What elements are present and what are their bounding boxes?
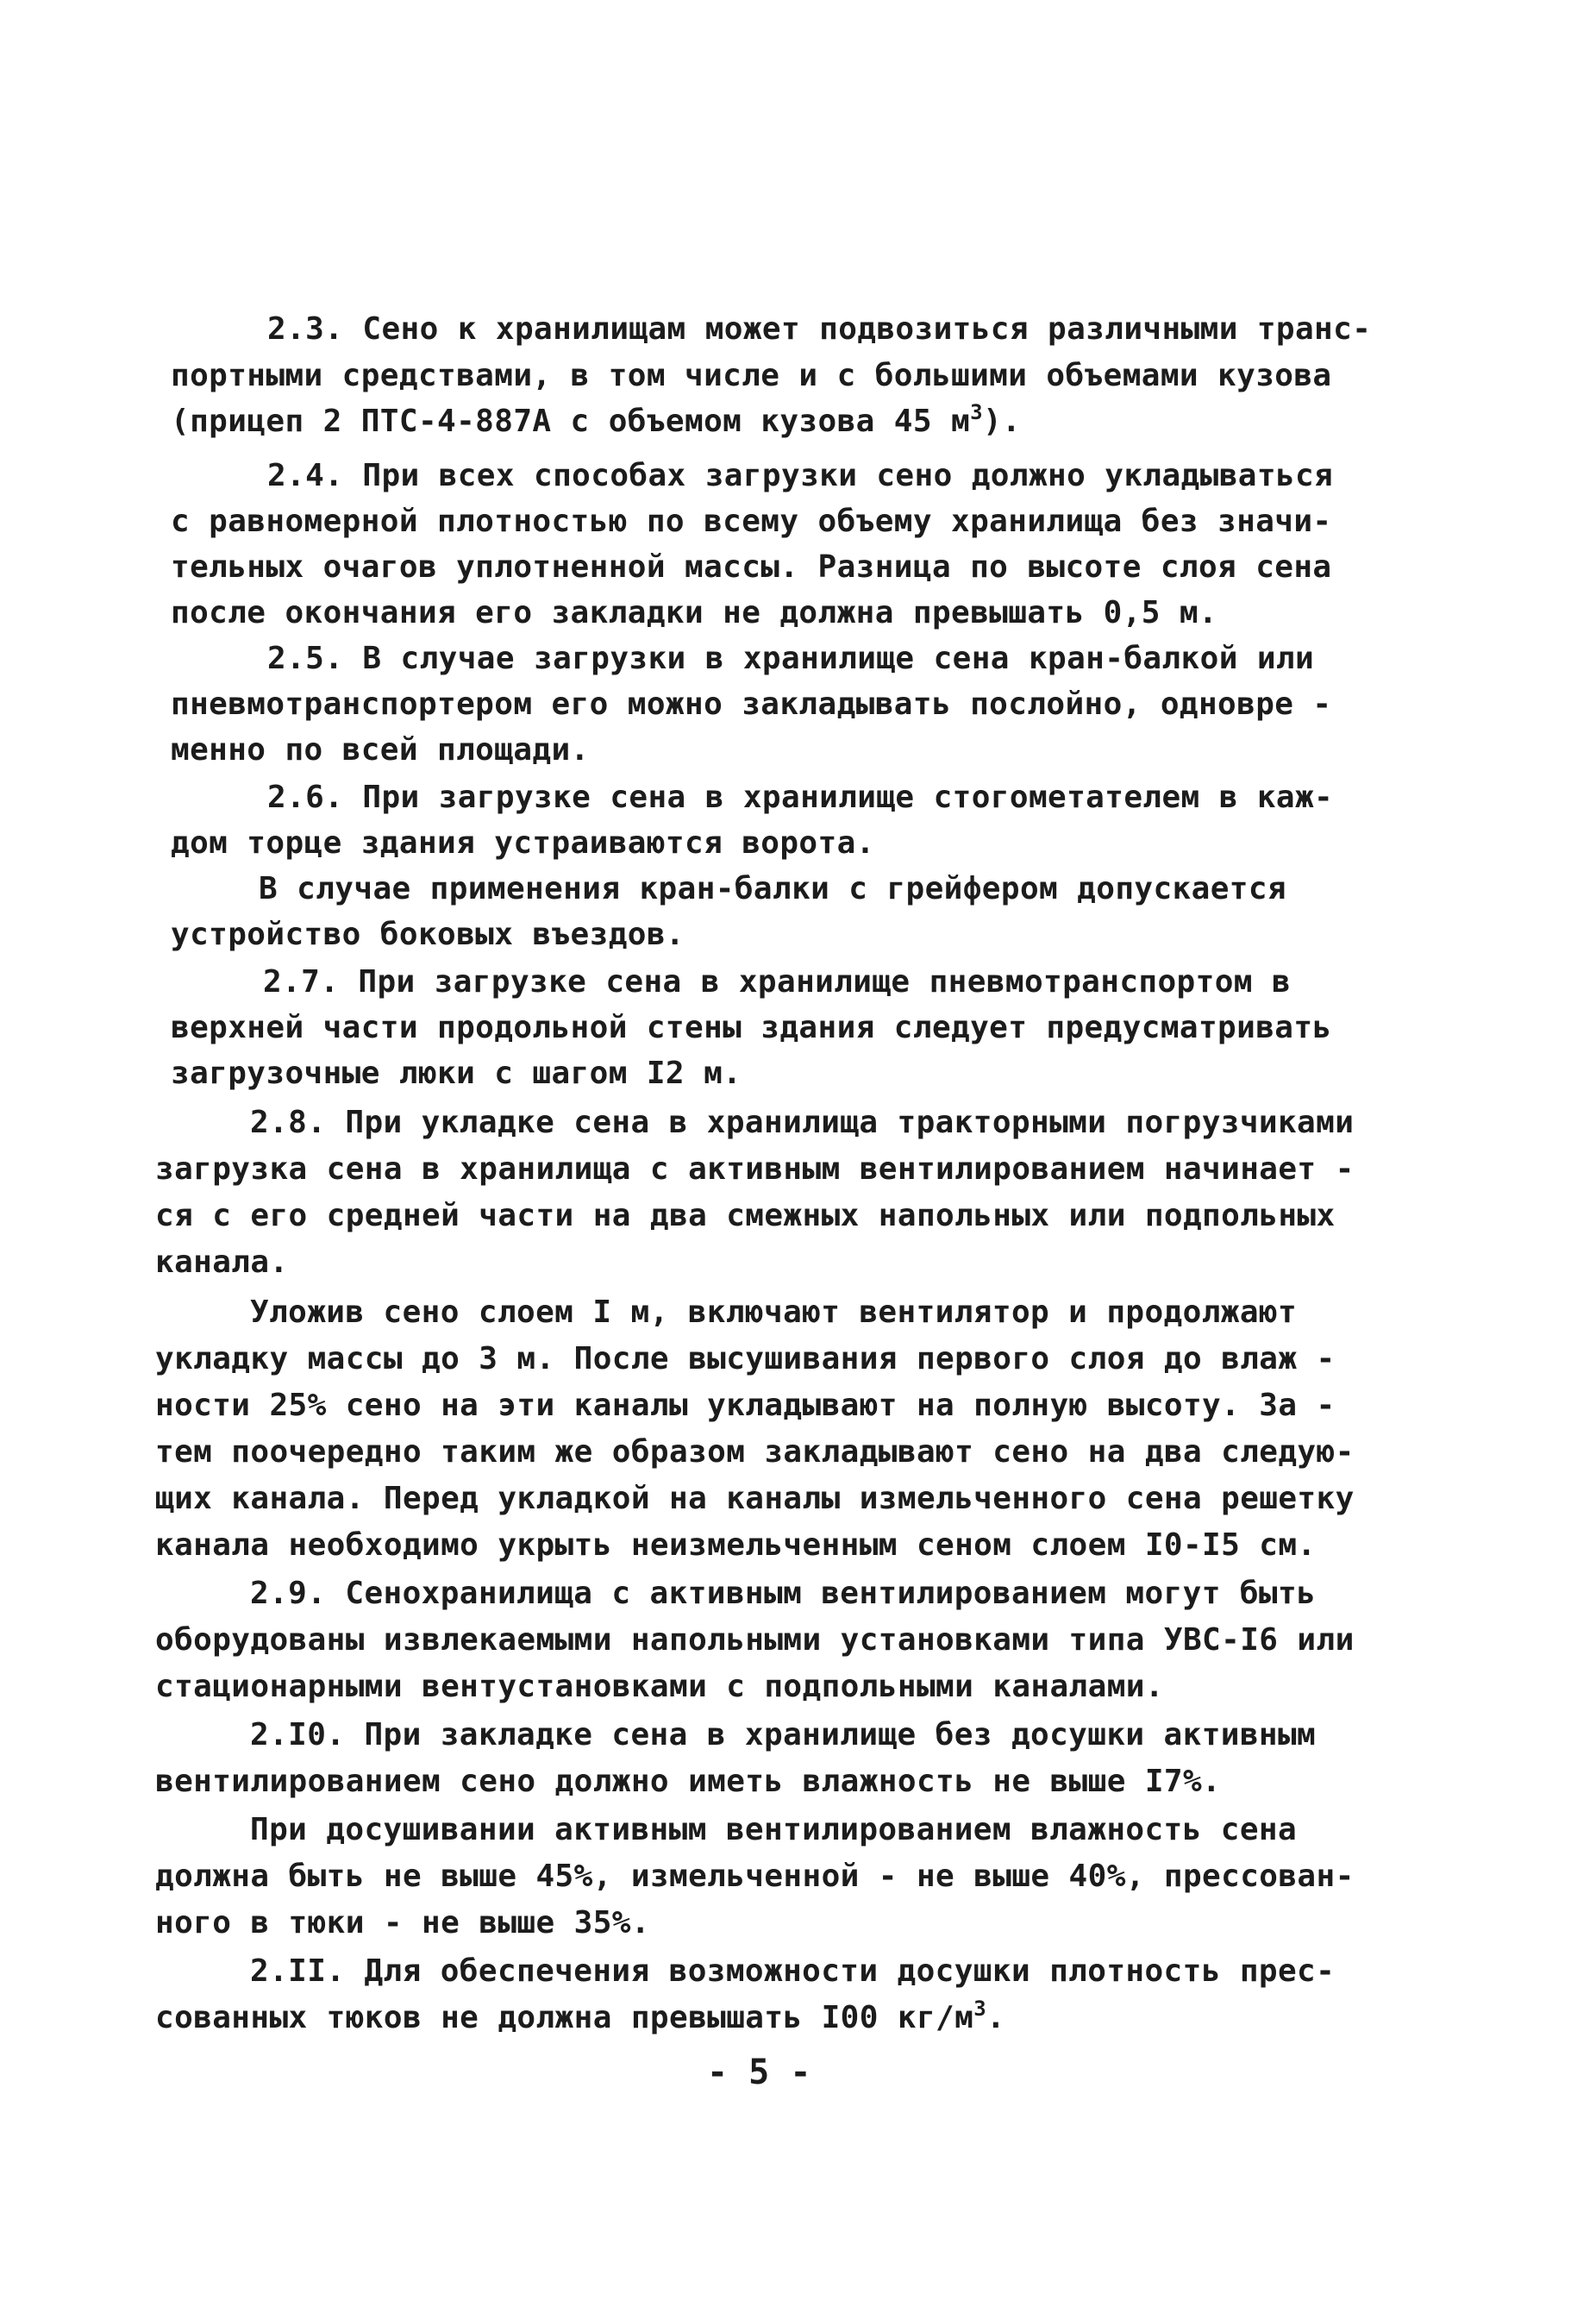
p2-8-line-3: ся с его средней части на два смежных напольных или подпольных [155,1198,1336,1233]
p2-11-superscript: 3 [973,1997,987,2021]
p2-7-line-3: загрузочные люки с шагом I2 м. [171,1056,742,1091]
p2-8-line-9: щих канала. Перед укладкой на каналы измельченного сена решетку [155,1481,1355,1516]
p2-8-line-4: канала. [155,1245,289,1280]
p2-5-line-2: пневмотранспортером его можно закладывать послойно, одновре - [171,687,1332,722]
p2-11-line-2 [155,1999,1005,2037]
p2-9-line-1: 2.9. Сенохранилища с активным вентилированием могут быть [250,1576,1317,1611]
p2-6-line-2: дом торце здания устраиваются ворота. [171,825,875,861]
p2-10-line-4: должна быть не выше 45%, измельченной - не выше 40%, прессован- [155,1859,1355,1894]
p2-11-line-2-end: . [986,2000,1006,2035]
p2-8-line-5: Уложив сено слоем I м, включают вентилятор и продолжают [250,1295,1298,1330]
p2-11-line-2-text: сованных тюков не должна превышать I00 кг/м [155,2000,974,2035]
p2-6-line-1: 2.6. При загрузке сена в хранилище стогометателем в каж- [267,780,1334,815]
p2-10-line-5: ного в тюки - не выше 35%. [155,1905,650,1940]
p2-11-line-1: 2.II. Для обеспечения возможности досушки плотность прес- [250,1953,1336,1989]
p2-9-line-3: стационарными вентустановками с подпольными каналами. [155,1669,1164,1704]
p2-3-superscript: 3 [970,400,983,424]
page-number: - 5 - [707,2053,811,2092]
p2-7-line-2: верхней части продольной стены здания следует предусматривать [171,1010,1332,1045]
p2-4-line-3: тельных очагов уплотненной массы. Разница по высоте слоя сена [171,549,1332,585]
p2-3-line-3-end: ). [982,404,1022,439]
p2-8-line-6: укладку массы до 3 м. После высушивания первого слоя до влаж - [155,1341,1336,1376]
p2-10-line-1: 2.I0. При закладке сена в хранилище без досушки активным [250,1717,1317,1752]
p2-6-line-3: В случае применения кран-балки с грейфером допускается [259,871,1286,906]
p2-3-line-1: 2.3. Сено к хранилищам может подвозиться различными транс- [267,311,1372,347]
p2-7-line-1: 2.7. При загрузке сена в хранилище пневмотранспортом в [263,964,1291,1000]
p2-4-line-1: 2.4. При всех способах загрузки сено должно укладываться [267,458,1334,493]
p2-10-line-2: вентилированием сено должно иметь влажность не выше I7%. [155,1764,1222,1799]
p2-4-line-4: после окончания его закладки не должна превышать 0,5 м. [171,595,1218,630]
p2-10-line-3: При досушивании активным вентилированием влажность сена [250,1812,1298,1847]
p2-4-line-2: с равномерной плотностью по всему объему хранилища без значи- [171,504,1332,539]
p2-8-line-7: ности 25% сено на эти каналы укладывают на полную высоту. За - [155,1388,1336,1423]
p2-9-line-2: оборудованы извлекаемыми напольными установками типа УВС-I6 или [155,1622,1355,1658]
p2-5-line-1: 2.5. В случае загрузки в хранилище сена кран-балкой или [267,641,1315,676]
p2-3-line-2: портными средствами, в том числе и с большими объемами кузова [171,358,1332,393]
p2-3-line-3-text: (прицеп 2 ПТС-4-887А с объемом кузова 45 м [171,404,971,439]
p2-3-line-3 [171,400,1022,441]
p2-8-line-2: загрузка сена в хранилища с активным вентилированием начинает - [155,1151,1355,1187]
p2-8-line-8: тем поочередно таким же образом закладывают сено на два следую- [155,1434,1355,1470]
p2-8-line-1: 2.8. При укладке сена в хранилища тракторными погрузчиками [250,1105,1355,1140]
p2-8-line-10: канала необходимо укрыть неизмельченным сеном слоем I0-I5 см. [155,1527,1317,1563]
p2-5-line-3: менно по всей площади. [171,732,590,768]
p2-6-line-4: устройство боковых въездов. [171,917,685,952]
